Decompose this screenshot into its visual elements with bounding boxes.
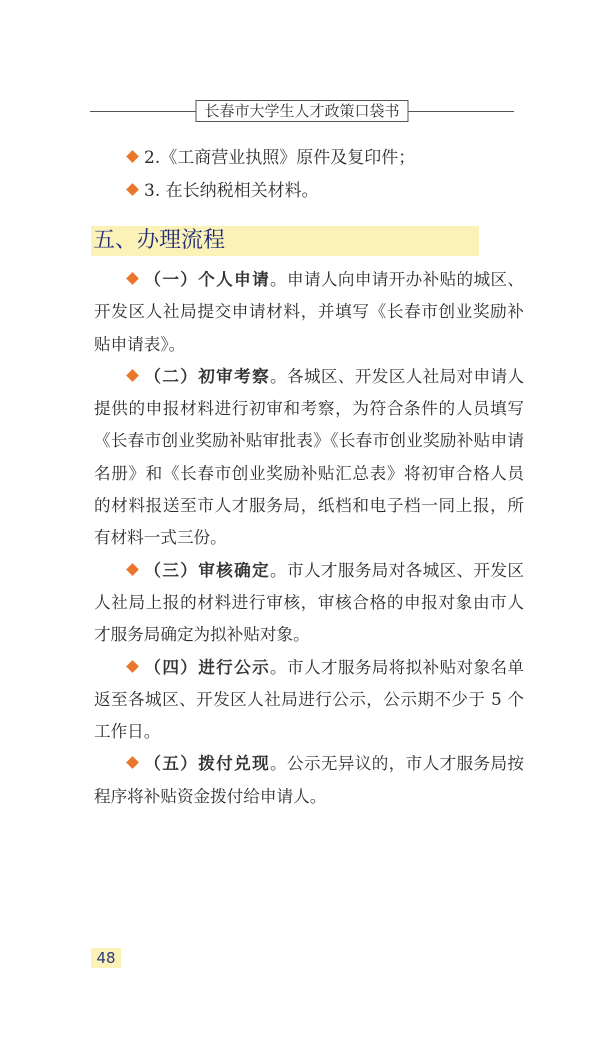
- diamond-bullet-icon: [126, 150, 139, 163]
- section-heading: 五、办理流程: [91, 226, 479, 256]
- requirements-list: [128, 142, 528, 208]
- list-item-text: 2.《工商营业执照》原件及复印件；: [144, 148, 416, 168]
- step-text: 。市人才服务局将拟补贴对象名单返至各城区、开发区人社局进行公示，公示期不少于 5 个工作日。: [94, 657, 525, 742]
- running-header: [90, 100, 514, 122]
- process-steps: [94, 264, 524, 813]
- step-text: 。申请人向申请开办补贴的城区、开发区人社局提交申请材料，并填写《长春市创业奖励补贴申请表》。: [94, 270, 525, 354]
- step-title: （二）初审考察: [144, 366, 271, 386]
- diamond-bullet-icon: [126, 563, 139, 576]
- step-paragraph: [94, 555, 524, 652]
- step-title: （三）审核确定: [144, 560, 271, 580]
- step-paragraph: [94, 652, 524, 749]
- page-number: 48: [91, 948, 121, 968]
- header-title: 长春市大学生人才政策口袋书: [195, 100, 408, 122]
- list-item-text: 3. 在长纳税相关材料。: [144, 181, 319, 201]
- list-item: [128, 142, 528, 175]
- step-text: 。各城区、开发区人社局对申请人提供的申报材料进行初审和考察，为符合条件的人员填写《长春市创业奖励补贴审批表》《长春市创业奖励补贴申请名册》和《长春市创业奖励补贴汇总表》将初审合格人员的材料报送至市人才服务局，纸档和电子档一同上报，所有材料一式三份。: [94, 366, 525, 548]
- step-text: 。公示无异议的，市人才服务局按程序将补贴资金拨付给申请人。: [94, 754, 525, 806]
- list-item: [128, 175, 528, 208]
- diamond-bullet-icon: [126, 757, 139, 770]
- diamond-bullet-icon: [126, 272, 139, 285]
- step-title: （四）进行公示: [144, 657, 271, 677]
- diamond-bullet-icon: [126, 369, 139, 382]
- step-paragraph: [94, 264, 524, 361]
- step-title: （一）个人申请: [144, 270, 271, 289]
- step-title: （五）拨付兑现: [144, 754, 271, 774]
- step-paragraph: [94, 361, 524, 555]
- diamond-bullet-icon: [126, 183, 139, 196]
- step-text: 。市人才服务局对各城区、开发区人社局上报的材料进行审核，审核合格的申报对象由市人才服务局确定为拟补贴对象。: [94, 560, 525, 645]
- step-paragraph: [94, 748, 524, 813]
- diamond-bullet-icon: [126, 660, 139, 673]
